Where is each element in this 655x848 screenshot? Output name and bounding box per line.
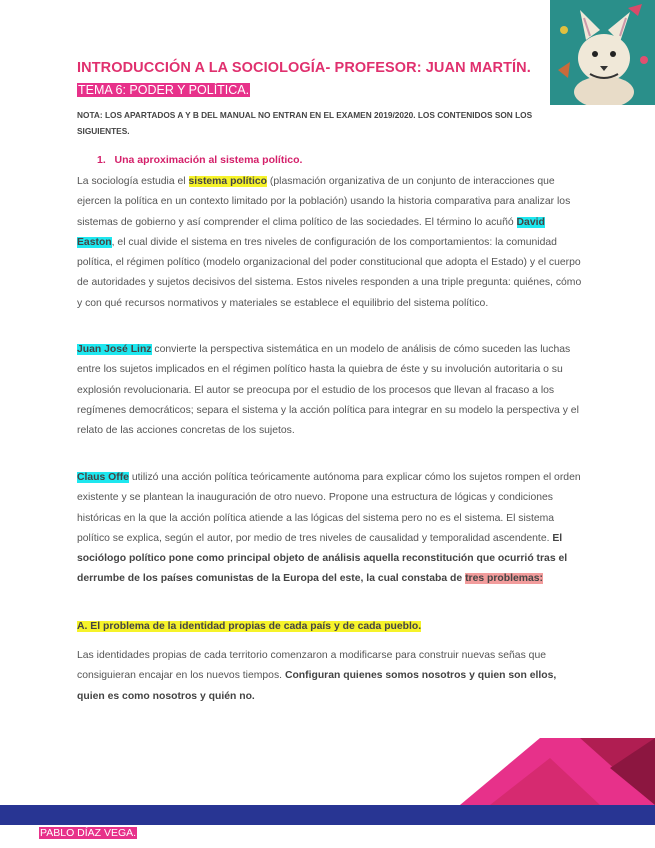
highlight-juan-jose-linz: Juan José Linz xyxy=(77,344,152,355)
footer-triangle-decoration xyxy=(460,738,655,805)
p1-text-b: (plasmación organizativa de un conjunto de interacciones que ejercen la política en un contexto limitado por la población) usando la historia comparativa para analizar los sistemas de gobierno y así comprender el clima político de las sociedades. El término lo acuñó xyxy=(77,176,571,228)
exam-note: NOTA: LOS APARTADOS A Y B DEL MANUAL NO ENTRAN EN EL EXAMEN 2019/2020. LOS CONTENIDOS SON LOS SIGUIENTES. xyxy=(77,110,533,136)
p1-text-c: , el cual divide el sistema en tres niveles de configuración de los comportamientos: la comunidad política, el régimen político (modelo organizacional del poder constitucional que adopta el Estado) y el cuerpo de autoridades y sujetos decisivos del sistema. Estos niveles responden a una triple pregunta: quiénes, cómo y con qué recursos normativos y materiales se establece el equilibrio del sistema político. xyxy=(77,236,582,309)
highlight-tres-problemas: tres problemas: xyxy=(465,573,544,585)
p1-text-a: La sociología estudia el xyxy=(77,176,189,187)
highlight-sistema-politico: sistema político xyxy=(188,176,268,187)
p3-bold-text: El sociólogo político pone como principal objeto de análisis aquella reconstitución que ocurrió tras el derrumbe de los países comunistas de la Europa del este, la cual constaba de xyxy=(77,532,568,585)
cat-illustration-logo xyxy=(550,0,655,105)
topic-subtitle: TEMA 6: PODER Y POLÍTICA. xyxy=(78,83,250,97)
highlight-claus-offe: Claus Offe xyxy=(77,472,129,483)
p3-text: utilizó una acción política teóricamente autónoma para explicar cómo los sujetos rompen el orden existente y se plantean la inauguración de otro nuevo. Propone una estructura de lógicas y condiciones históricas en la que la acción política atiende a las lógicas del sistema pero no es el sistema. El sistema político se explica, según el autor, por medio de tres niveles de causalidad y temporalidad ascendente. xyxy=(77,472,581,544)
paragraph-4 xyxy=(77,646,582,707)
author-name: PABLO DÍAZ VEGA. xyxy=(40,827,137,839)
p4-text: Las identidades propias de cada territorio comenzaron a modificarse para construir nuevas señas que consiguieran encajar en los nuevos tiempos. xyxy=(77,650,546,682)
section-title-text: Una aproximación al sistema político. xyxy=(114,154,303,166)
p4-bold-text: Configuran quienes somos nosotros y quien son ellos, quien es como nosotros y quién no. xyxy=(77,670,557,702)
highlight-david-easton: David Easton xyxy=(77,216,545,248)
p2-text: convierte la perspectiva sistemática en un modelo de análisis de cómo suceden las luchas entre los sujetos implicados en el régimen político hasta la quiebra de éste y su involución autoritaria o su explosión revolucionaria. El autor se preocupa por el estudio de los procesos que llevan al fracaso a los regímenes democráticos; separa el sistema y la acción política para integrar en su modelo la perspectiva y el relato de las acciones concretas de los sujetos. xyxy=(77,344,579,437)
footer-bar xyxy=(0,805,655,825)
section-number: 1. xyxy=(97,154,106,166)
paragraph-3 xyxy=(77,468,582,590)
document-title: INTRODUCCIÓN A LA SOCIOLOGÍA- PROFESOR: JUAN MARTÍN. xyxy=(77,60,531,76)
section-heading xyxy=(97,154,302,166)
paragraph-1 xyxy=(77,172,582,314)
paragraph-2 xyxy=(77,340,582,441)
subsection-a-heading: A. El problema de la identidad propias de cada país y de cada pueblo. xyxy=(77,621,422,632)
